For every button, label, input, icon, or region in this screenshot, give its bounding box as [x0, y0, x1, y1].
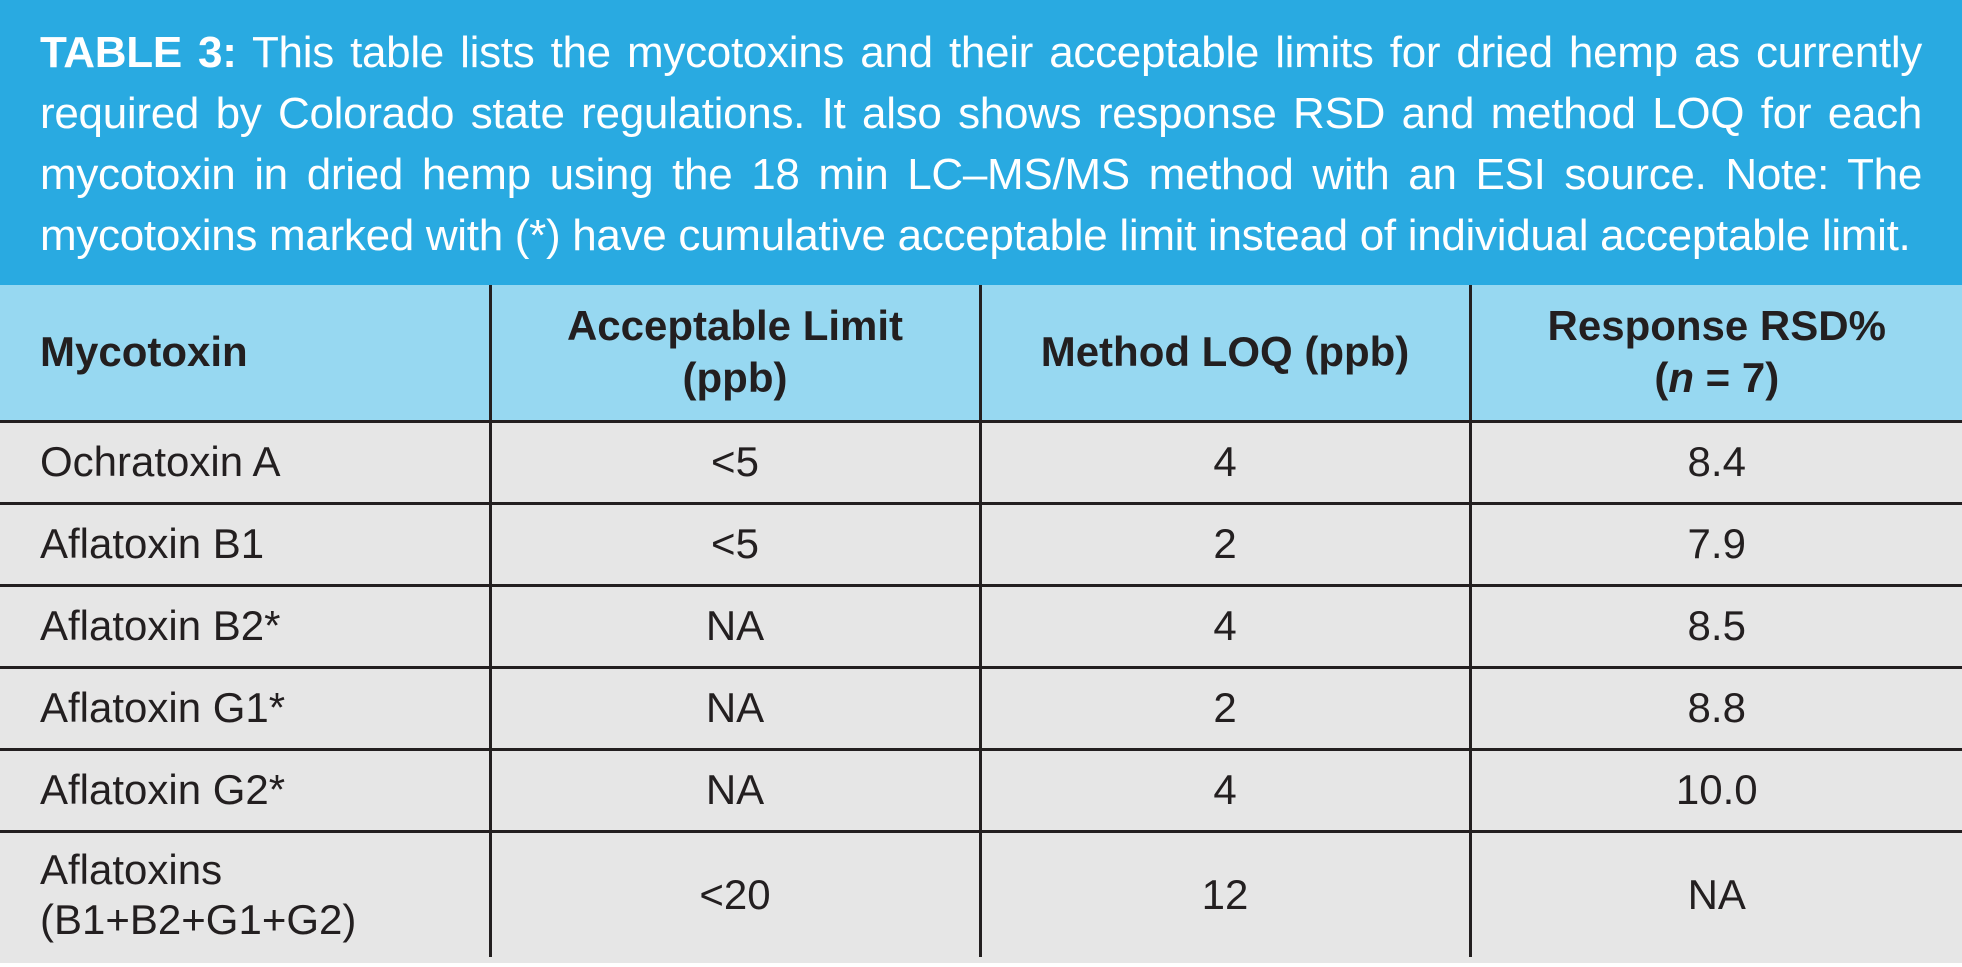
cell-response-rsd: 8.5 [1470, 585, 1962, 667]
mycotoxin-table [0, 285, 1962, 957]
header-response-rsd: Response RSD% (n = 7) [1470, 285, 1962, 421]
cell-mycotoxin: Ochratoxin A [40, 438, 281, 485]
cell-acceptable-limit: <5 [490, 503, 980, 585]
cell-response-rsd: 7.9 [1470, 503, 1962, 585]
cell-mycotoxin: Aflatoxin G1* [40, 684, 286, 731]
cell-method-loq: 4 [980, 585, 1470, 667]
table-row [0, 749, 1962, 831]
header-acceptable-limit: Acceptable Limit (ppb) [490, 285, 980, 421]
cell-acceptable-limit: <20 [490, 831, 980, 957]
cell-mycotoxin: Aflatoxin B2* [40, 602, 281, 649]
cell-method-loq: 2 [980, 503, 1470, 585]
table-row [0, 831, 1962, 957]
table-body [0, 421, 1962, 957]
cell-response-rsd: 8.8 [1470, 667, 1962, 749]
bottom-edge [0, 963, 1962, 967]
cell-method-loq: 4 [980, 421, 1470, 503]
table-header [0, 285, 1962, 421]
table-row [0, 667, 1962, 749]
cell-response-rsd: 8.4 [1470, 421, 1962, 503]
header-method-loq: Method LOQ (ppb) [980, 285, 1470, 421]
table-row [0, 421, 1962, 503]
header-mycotoxin: Mycotoxin [40, 328, 248, 376]
header-row [0, 285, 1962, 421]
cell-mycotoxin: Aflatoxin B1 [40, 520, 265, 567]
cell-mycotoxin: Aflatoxins (B1+B2+G1+G2) [40, 845, 357, 943]
cell-acceptable-limit: NA [490, 667, 980, 749]
caption-label: TABLE 3: [40, 28, 237, 77]
cell-acceptable-limit: NA [490, 749, 980, 831]
table-row [0, 503, 1962, 585]
cell-response-rsd: NA [1470, 831, 1962, 957]
cell-acceptable-limit: NA [490, 585, 980, 667]
cell-method-loq: 12 [980, 831, 1470, 957]
caption-text: This table lists the mycotoxins and their acceptable limits for dried hemp as currently required by Colorado state regulations. It also shows response RSD and method LOQ for each mycotoxin in dried hemp using the 18 min LC–MS/MS method with an ESI source. Note: The mycotoxins marked with (*) have cumulative acceptable limit instead of individual acceptable limit. [40, 28, 1922, 260]
table-row [0, 585, 1962, 667]
cell-acceptable-limit: <5 [490, 421, 980, 503]
table-caption [0, 0, 1962, 285]
cell-method-loq: 4 [980, 749, 1470, 831]
cell-mycotoxin: Aflatoxin G2* [40, 766, 286, 813]
cell-response-rsd: 10.0 [1470, 749, 1962, 831]
cell-method-loq: 2 [980, 667, 1470, 749]
